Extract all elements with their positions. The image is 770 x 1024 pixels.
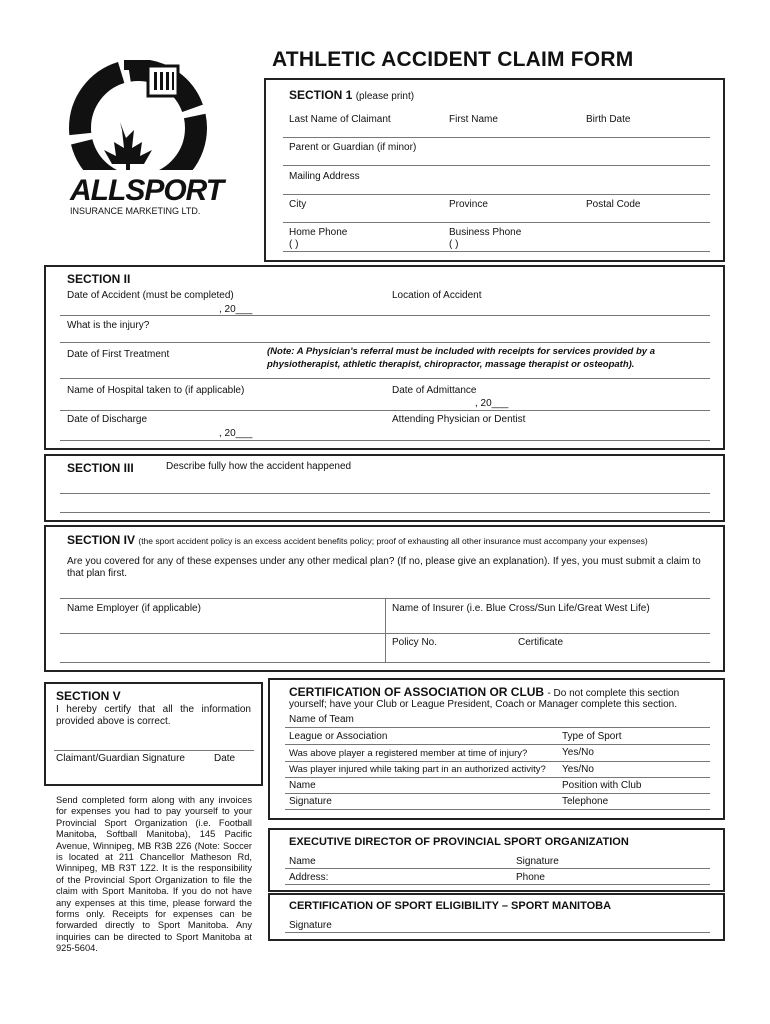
form-title: ATHLETIC ACCIDENT CLAIM FORM <box>272 48 634 71</box>
authorized-yesno[interactable]: Yes/No <box>562 764 594 775</box>
allsport-logo <box>68 60 233 220</box>
section-1-note: (please print) <box>355 91 415 102</box>
physician-label: Attending Physician or Dentist <box>392 414 526 425</box>
policy-line[interactable] <box>60 662 710 663</box>
first-treatment-label: Date of First Treatment <box>67 349 170 360</box>
signature-date-label: Date <box>214 753 236 764</box>
describe-line-1[interactable] <box>60 493 710 494</box>
insurer-label: Name of Insurer (i.e. Blue Cross/Sun Life/Great West Life) <box>392 603 650 614</box>
league-label: League or Association <box>289 731 388 742</box>
club-name-label: Name <box>289 780 316 791</box>
hospital-line[interactable] <box>60 410 710 411</box>
section-1-heading: SECTION 1 (please print) <box>289 88 415 102</box>
exec-name-label: Name <box>289 856 316 867</box>
telephone-label: Telephone <box>562 796 609 807</box>
type-sport-label: Type of Sport <box>562 731 622 742</box>
parent-label: Parent or Guardian (if minor) <box>289 142 417 153</box>
cert-assoc-heading: CERTIFICATION OF ASSOCIATION OR CLUB - Do not complete this section <box>289 685 680 699</box>
logo-brand-text: ALLSPORT <box>70 174 224 207</box>
exec-address-line[interactable] <box>285 884 710 885</box>
injury-label: What is the injury? <box>67 320 150 331</box>
home-phone-paren: ( ) <box>289 239 299 250</box>
parent-line[interactable] <box>283 165 710 166</box>
club-signature-line[interactable] <box>285 809 710 810</box>
registered-yesno[interactable]: Yes/No <box>562 747 594 758</box>
certify-statement: I hereby certify that all the information provided above is correct. <box>56 704 251 727</box>
discharge-line[interactable] <box>60 440 710 441</box>
city-label: City <box>289 199 307 210</box>
injury-line[interactable] <box>60 342 710 343</box>
accident-line[interactable] <box>60 315 710 316</box>
section-4-note: (the sport accident policy is an excess accident benefits policy; proof of exhausting all other insurance must accompany your expenses) <box>138 536 648 546</box>
club-name-line[interactable] <box>285 793 710 794</box>
exec-address-label: Address: <box>289 872 329 883</box>
authorized-line[interactable] <box>285 777 710 778</box>
treatment-line[interactable] <box>60 378 710 379</box>
first-name-label: First Name <box>449 114 498 125</box>
eligibility-signature-label: Signature <box>289 920 332 931</box>
section-4-heading: SECTION IV (the sport accident policy is an excess accident benefits policy; proof of exhausting all other insurance must accompany your expenses) <box>67 533 648 547</box>
exec-signature-label: Signature <box>516 856 559 867</box>
logo-sub-text: INSURANCE MARKETING LTD. <box>70 206 201 216</box>
describe-line-2[interactable] <box>60 512 710 513</box>
employer-label: Name Employer (if applicable) <box>67 603 201 614</box>
location-label: Location of Accident <box>392 290 482 301</box>
date-accident-year: , 20___ <box>219 304 253 315</box>
exec-dir-heading: EXECUTIVE DIRECTOR OF PROVINCIAL SPORT ORGANIZATION <box>289 836 629 848</box>
section-3-heading: SECTION III <box>67 461 134 475</box>
eligibility-heading: CERTIFICATION OF SPORT ELIGIBILITY – SPORT MANITOBA <box>289 900 612 912</box>
section-4-divider <box>385 598 386 662</box>
club-signature-label: Signature <box>289 796 332 807</box>
discharge-label: Date of Discharge <box>67 414 148 425</box>
other-plan-question: Are you covered for any of these expenses under any other medical plan? (If no, please give an explanation). If yes, you must submit a claim to that plan first. <box>67 556 701 579</box>
birth-date-label: Birth Date <box>586 114 631 125</box>
physician-referral-note: (Note: A Physician's referral must be included with receipts for services provided by a physiotherapist, athletic therapist, chiropractor, massage therapist or osteopath). <box>267 346 656 370</box>
date-accident-label: Date of Accident (must be completed) <box>67 290 234 301</box>
city-line[interactable] <box>283 222 710 223</box>
last-name-label: Last Name of Claimant <box>289 114 391 125</box>
name-line[interactable] <box>283 137 710 138</box>
hospital-label: Name of Hospital taken to (if applicable) <box>67 385 245 396</box>
mailing-label: Mailing Address <box>289 171 360 182</box>
home-phone-label: Home Phone <box>289 227 348 238</box>
exec-name-line[interactable] <box>285 868 710 869</box>
cert-assoc-instructions: yourself; have your Club or League President, Coach or Manager complete this section. <box>289 699 677 710</box>
admittance-year: , 20___ <box>475 398 509 409</box>
registered-line[interactable] <box>285 761 710 762</box>
team-line[interactable] <box>285 727 710 728</box>
claimant-signature-label: Claimant/Guardian Signature <box>56 753 185 764</box>
policy-label: Policy No. <box>392 637 438 648</box>
certificate-label: Certificate <box>518 637 564 648</box>
cert-assoc-note: - Do not complete this section <box>547 688 680 699</box>
league-line[interactable] <box>285 744 710 745</box>
business-phone-paren: ( ) <box>449 239 459 250</box>
describe-label: Describe fully how the accident happened <box>166 461 352 472</box>
signature-line[interactable] <box>54 750 254 751</box>
admittance-label: Date of Admittance <box>392 385 477 396</box>
mailing-line[interactable] <box>283 194 710 195</box>
position-label: Position with Club <box>562 780 642 791</box>
authorized-question: Was player injured while taking part in an authorized activity? <box>289 764 546 775</box>
province-label: Province <box>449 199 488 210</box>
team-label: Name of Team <box>289 714 354 725</box>
exec-phone-label: Phone <box>516 872 545 883</box>
business-phone-label: Business Phone <box>449 227 522 238</box>
submission-instructions: Send completed form along with any invoices for expenses you had to pay yourself to your Provincial Sport Organization (i.e. Football Manitoba, Softball Manitoba), 145 Pacific Avenue, Winnipeg, MB R3B 2Z6 (Note: Soccer is located at 211 Chancellor Matheson Rd, Winnipeg, MB R3T 1Z2. It is the responsibility of the Provincial Sport Organization to file the claim with Sport Manitoba. If you do not have any expenses at this time, please forward the forms only. Receipts for expenses can be forwarded directly to Sport Manitoba. Any inquiries can be directed to Sport Manitoba at 925-5604. <box>56 795 252 954</box>
section-5-heading: SECTION V <box>56 689 121 703</box>
registered-question: Was above player a registered member at time of injury? <box>289 748 528 759</box>
postal-label: Postal Code <box>586 199 641 210</box>
phone-line[interactable] <box>283 251 710 252</box>
section-2-heading: SECTION II <box>67 272 131 286</box>
discharge-year: , 20___ <box>219 428 253 439</box>
eligibility-signature-line[interactable] <box>285 932 710 933</box>
